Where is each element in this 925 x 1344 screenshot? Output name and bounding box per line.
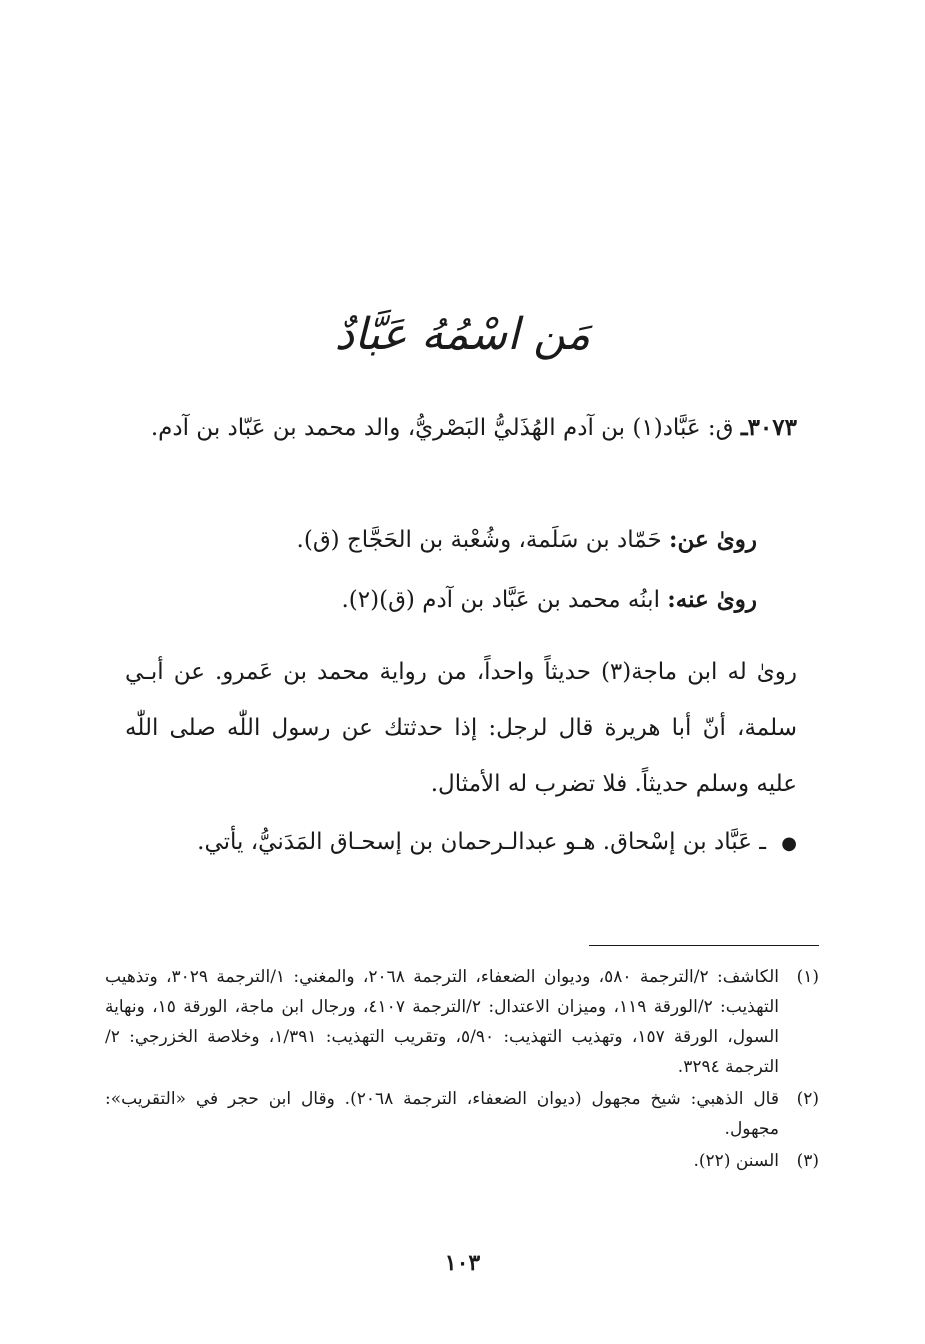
footnote-number: (٢) xyxy=(796,1089,819,1109)
narrated-from-label: روىٰ عن: xyxy=(669,526,757,553)
cross-reference-text: ـ عَبَّاد بن إسْحاق. هـو عبدالـرحمان بن إسحـاق المَدَنيُّ، يأتي. xyxy=(197,829,766,855)
narrated-by-line xyxy=(125,572,757,628)
entry-number: ٣٠٧٣ xyxy=(747,414,797,441)
section-title: مَن اسْمُهُ عَبَّادٌ xyxy=(334,309,591,360)
footnote-text: قال الذهبي: شيخ مجهول (ديوان الضعفاء، الترجمة ٢٠٦٨). وقال ابن حجر في «التقريب»: مجهول. xyxy=(105,1089,779,1139)
footnote xyxy=(105,1084,819,1144)
narration-paragraph: روىٰ له ابن ماجة(٣) حديثاً واحداً، من رواية محمد بن عَمرو. عن أبـي سلمة، أنّ أبا هريرة قال لرجل: إذا حدثتك عن رسول اللّٰه صلى اللّٰه عليه وسلم حديثاً. فلا تضرب له الأمثال. xyxy=(125,659,797,797)
narrated-by-label: روىٰ عنه: xyxy=(667,586,757,613)
narrated-from-text: حَمّاد بن سَلَمة، وشُعْبة بن الحَجَّاج (ق). xyxy=(296,527,662,553)
footnote-divider xyxy=(589,945,819,946)
biography-entry xyxy=(125,400,797,456)
footnote-text: السنن (٢٢). xyxy=(693,1151,779,1171)
narrated-from-line xyxy=(125,512,757,568)
footnote-number: (١) xyxy=(796,967,819,987)
entry-text: ق: عَبَّاد(١) بن آدم الهُذَليُّ البَصْريُّ، والد محمد بن عَبّاد بن آدم. xyxy=(150,415,734,441)
footnote-number: (٣) xyxy=(796,1151,819,1171)
footnote xyxy=(105,962,819,1082)
footnote xyxy=(105,1146,819,1176)
narrated-by-text: ابنُه محمد بن عَبَّاد بن آدم (ق)(٢). xyxy=(341,587,660,613)
bullet-icon: ● xyxy=(781,833,797,854)
footnote-text: الكاشف: ٢/الترجمة ٥٨٠، وديوان الضعفاء، الترجمة ٢٠٦٨، والمغني: ١/الترجمة ٣٠٢٩، وتذهيب التهذيب: ٢/الورقة ١١٩، وميزان الاعتدال: ٢/الترجمة ٤١٠٧، ورجال ابن ماجة، الورقة ١٥، ونهاية السول، الورقة ١٥٧، وتهذيب التهذيب: ٥/٩٠، وتقريب التهذيب: ١/٣٩١، وخلاصة الخزرجي: ٢/الترجمة ٣٢٩٤. xyxy=(105,967,780,1077)
page-number: ١٠٣ xyxy=(444,1250,481,1276)
entry-dash: ـ xyxy=(740,414,748,441)
footnotes xyxy=(105,962,819,1178)
cross-reference xyxy=(125,814,797,872)
